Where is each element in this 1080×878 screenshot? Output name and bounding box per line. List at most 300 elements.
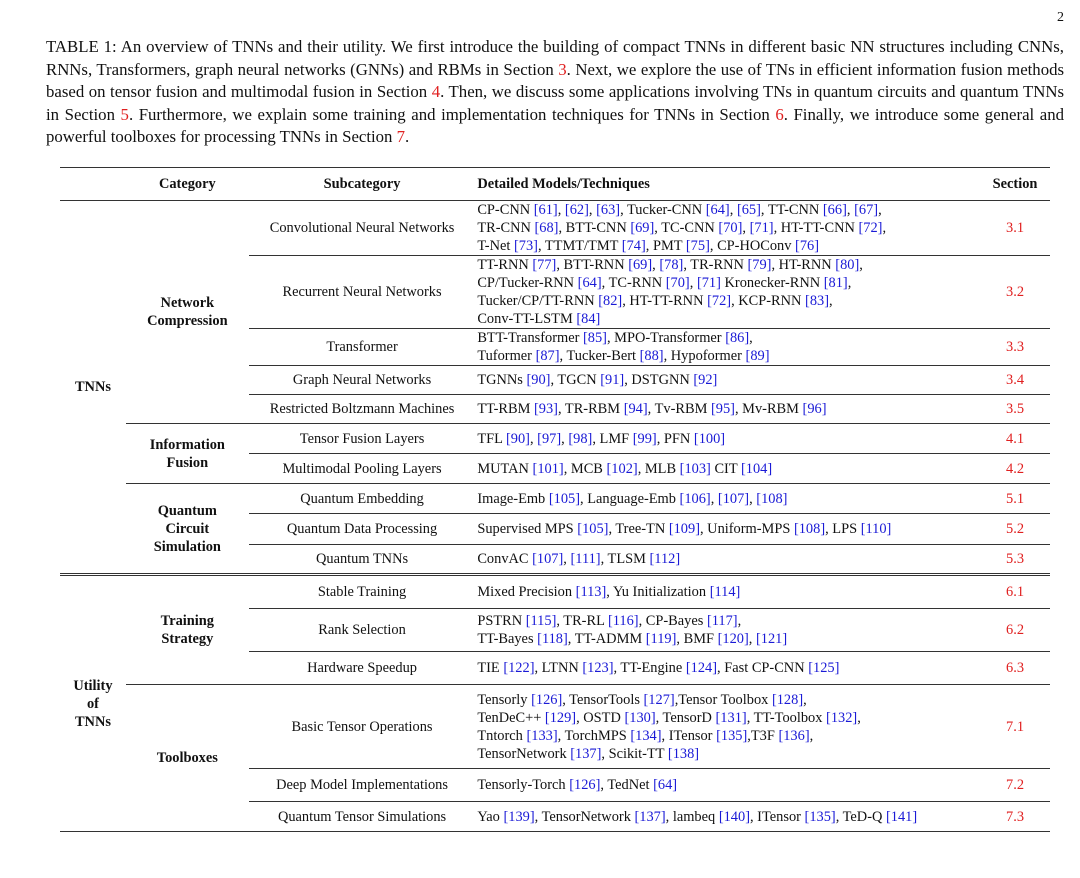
citation-link[interactable]: [105] (577, 521, 609, 537)
model-text: ConvAC (477, 551, 533, 567)
model-text: , Uniform-MPS (699, 521, 794, 537)
model-text: , Tucker-Bert (559, 348, 640, 364)
model-text: , Language-Emb (580, 490, 680, 507)
category-network-compression (126, 201, 249, 424)
citation-link[interactable]: [128] (771, 691, 804, 708)
model-text: , TensorTools (562, 691, 644, 708)
models-line (477, 612, 980, 630)
caption-text: . Finally, we introduce some general and powerful toolboxes for processing TNNs in Section (46, 104, 1064, 147)
caption-section-ref[interactable]: 6 (775, 104, 784, 124)
citation-link[interactable]: [103] (679, 460, 711, 477)
model-text: , TR-RNN (683, 257, 748, 273)
citation-link[interactable]: [98] (568, 430, 593, 447)
section-ref[interactable]: 3.3 (980, 329, 1050, 366)
model-text: , TT-Toolbox (746, 709, 827, 726)
model-text: , (857, 709, 861, 726)
model-text: Yao (477, 808, 504, 825)
model-text: , (737, 613, 742, 629)
citation-link[interactable]: [102] (606, 460, 638, 477)
models-line (477, 201, 980, 219)
citation-link[interactable]: [137] (570, 745, 602, 762)
model-text: , TensorD (655, 709, 716, 726)
citation-link[interactable]: [123] (582, 660, 614, 676)
models-line (477, 274, 980, 292)
model-text: , (878, 202, 882, 218)
model-text: , (742, 220, 750, 236)
citation-link[interactable]: [66] (822, 202, 847, 218)
citation-link[interactable]: [92] (693, 372, 718, 388)
model-text: TensorNetwork (477, 745, 571, 762)
header-subcategory: Subcategory (249, 168, 476, 201)
citation-link[interactable]: [120] (717, 631, 749, 647)
models-cell (475, 575, 980, 609)
top-label-line: TNNs (74, 713, 111, 730)
citation-link[interactable]: [138] (667, 745, 700, 762)
section-ref[interactable]: 3.2 (980, 256, 1050, 329)
model-text: , HT-TT-RNN (622, 293, 708, 309)
model-text: MUTAN (477, 460, 533, 477)
citation-link[interactable]: [124] (685, 660, 718, 676)
citation-link[interactable]: [106] (679, 490, 711, 507)
model-text: Tensorly (477, 691, 532, 708)
citation-link[interactable]: [110] (860, 521, 892, 537)
section-ref[interactable]: 7.2 (980, 769, 1050, 802)
models-cell (475, 454, 980, 484)
citation-link[interactable]: [133] (526, 727, 558, 744)
model-text: , HT-TT-CNN (773, 220, 859, 236)
citation-link[interactable]: [135] (716, 727, 748, 744)
subcategory-cell: Quantum Embedding (249, 484, 476, 514)
model-text: , (809, 727, 814, 744)
caption-section-ref[interactable]: 4 (431, 82, 441, 102)
citation-link[interactable]: [62] (564, 202, 589, 218)
models-cell (475, 484, 980, 514)
model-text: , TC-CNN (654, 220, 719, 236)
header-category: Category (126, 168, 249, 201)
model-text: , (882, 220, 887, 236)
citation-link[interactable]: [91] (600, 372, 625, 388)
citation-link[interactable]: [105] (548, 490, 581, 507)
citation-link[interactable]: [89] (745, 348, 770, 364)
table-row (60, 685, 1050, 769)
model-text: ,Tensor Toolbox (674, 691, 772, 708)
model-text: TT-Bayes (477, 631, 538, 647)
category-label-line: Network (160, 295, 215, 311)
citation-link[interactable]: [139] (503, 808, 535, 825)
models-cell (475, 256, 980, 329)
section-ref[interactable]: 3.5 (980, 395, 1050, 424)
model-text: , KCP-RNN (731, 293, 806, 309)
model-text: , (689, 275, 697, 291)
model-text: , (846, 202, 855, 218)
model-text: , (557, 202, 565, 218)
citation-link[interactable]: [111] (570, 551, 601, 567)
citation-link[interactable]: [69] (628, 257, 653, 273)
citation-link[interactable]: [99] (632, 430, 657, 447)
section-ref[interactable]: 6.3 (980, 652, 1050, 685)
citation-link[interactable]: [136] (778, 727, 810, 744)
category-label-line: Training (160, 613, 214, 629)
model-text: , TorchMPS (557, 727, 631, 744)
model-text: , MLB (637, 460, 680, 477)
citation-link[interactable]: [134] (630, 727, 662, 744)
models-cell (475, 609, 980, 652)
section-ref[interactable]: 5.1 (980, 484, 1050, 514)
caption-section-ref[interactable]: 3 (558, 59, 567, 79)
model-text: , Tv-RBM (647, 401, 711, 417)
model-text: , (829, 293, 833, 309)
citation-link[interactable]: [68] (534, 220, 559, 236)
section-ref[interactable]: 4.2 (980, 454, 1050, 484)
subcategory-cell: Quantum Tensor Simulations (249, 802, 476, 832)
citation-link[interactable]: [67] (854, 202, 879, 218)
citation-link[interactable]: [107] (717, 490, 750, 507)
citation-link[interactable]: [135] (804, 808, 836, 825)
table-row (60, 201, 1050, 256)
models-line (477, 727, 980, 745)
model-text: , LTNN (534, 660, 583, 676)
model-text: T-Net (477, 238, 514, 254)
section-ref[interactable]: 3.1 (980, 201, 1050, 256)
section-ref[interactable]: 3.4 (980, 366, 1050, 395)
citation-link[interactable]: [87] (535, 348, 560, 364)
citation-link[interactable]: [74] (621, 238, 646, 254)
citation-link[interactable]: [71] (696, 275, 721, 291)
models-cell (475, 685, 980, 769)
category-label-line: Strategy (161, 631, 214, 647)
model-text: , MCB (563, 460, 607, 477)
citation-link[interactable]: [64] (577, 275, 602, 291)
models-cell (475, 802, 980, 832)
model-text: Image-Emb (477, 490, 549, 507)
model-text: , lambeq (665, 808, 719, 825)
caption-text: . Next, we explore the use of TNs in efficient information fusion methods based on tensor fusion and multimodal fusion in Section (46, 59, 1065, 102)
section-ref[interactable]: 7.3 (980, 802, 1050, 832)
citation-link[interactable]: [82] (598, 293, 623, 309)
models-cell (475, 769, 980, 802)
citation-link[interactable]: [81] (823, 275, 848, 291)
model-text: , HT-RNN (771, 257, 836, 273)
category-label-line: Fusion (166, 454, 209, 471)
caption-section-ref[interactable]: 7 (396, 127, 406, 147)
subcategory-cell: Transformer (249, 329, 476, 366)
page-number: 2 (1057, 10, 1064, 25)
category-training (126, 575, 249, 685)
model-text: , (749, 330, 753, 346)
model-text: , (803, 691, 807, 708)
models-line (477, 550, 980, 568)
model-text: Tensorly-Torch (477, 777, 570, 793)
models-line (477, 490, 980, 508)
section-ref[interactable]: 5.2 (980, 514, 1050, 545)
model-text: BTT-Transformer (477, 330, 583, 346)
model-text: , TGCN (550, 372, 601, 388)
caption-text: . Then, we discuss some applications involving TNs in quantum circuits and quantum TNNs in Section (46, 82, 1064, 124)
models-cell (475, 201, 980, 256)
citation-link[interactable]: [127] (643, 691, 675, 708)
citation-link[interactable]: [125] (808, 660, 840, 676)
caption-section-ref[interactable]: 5 (120, 104, 129, 124)
model-text: , TR-RL (556, 613, 608, 629)
model-text: Conv-TT-LSTM (477, 311, 577, 327)
citation-link[interactable]: [72] (707, 293, 732, 309)
citation-link[interactable]: [141] (886, 808, 918, 825)
model-text: , TeD-Q (835, 808, 886, 825)
model-text: , (561, 430, 569, 447)
models-line (477, 659, 980, 677)
subcategory-cell: Multimodal Pooling Layers (249, 454, 476, 484)
model-text: , BTT-RNN (556, 257, 629, 273)
section-ref[interactable]: 5.3 (1006, 551, 1025, 567)
caption-text: TABLE 1: An overview of TNNs and their utility. We first introduce the building of compact TNNs in different basic NN structures including CNNs, RNNs, Transformers, graph neural networks (GNNs) and RBMs in Section (46, 37, 1064, 79)
model-text: , TR-RBM (557, 401, 624, 417)
citation-link[interactable]: [130] (624, 709, 656, 726)
model-text: , (529, 430, 538, 447)
citation-link[interactable]: [84] (576, 311, 601, 327)
citation-link[interactable]: [93] (533, 401, 558, 417)
citation-link[interactable]: [77] (532, 257, 557, 273)
models-line (477, 583, 980, 601)
top-label-line: Utility (73, 677, 113, 694)
models-line (477, 709, 980, 727)
model-text: , Tree-TN (608, 521, 669, 537)
model-text: , TTMT/TMT (537, 238, 622, 254)
citation-link[interactable]: [64] (653, 777, 678, 793)
citation-link[interactable]: [70] (718, 220, 743, 236)
model-text: , Hypoformer (663, 348, 746, 364)
citation-link[interactable]: [90] (526, 372, 551, 388)
citation-link[interactable]: [86] (725, 330, 750, 346)
subcategory-cell: Basic Tensor Operations (249, 685, 476, 769)
model-text: TFL (477, 430, 506, 447)
models-line (477, 520, 980, 538)
model-text: , PMT (645, 238, 686, 254)
model-text: TT-RBM (477, 401, 534, 417)
citation-link[interactable]: [132] (826, 709, 858, 726)
model-text: , BTT-CNN (558, 220, 631, 236)
citation-link[interactable]: [90] (505, 430, 530, 447)
model-text: PSTRN (477, 613, 526, 629)
models-line (477, 292, 980, 310)
model-text: , ITensor (749, 808, 805, 825)
citation-link[interactable]: [112] (649, 551, 681, 567)
model-text: , OSTD (576, 709, 625, 726)
models-line (477, 776, 980, 794)
model-text: , PFN (656, 430, 694, 447)
model-text: Tntorch (477, 727, 527, 744)
models-line (477, 745, 980, 763)
model-text: , (859, 257, 863, 273)
subcategory-cell: Tensor Fusion Layers (249, 424, 476, 454)
model-text: , BMF (676, 631, 718, 647)
subcategory-cell: Recurrent Neural Networks (249, 256, 476, 329)
table-row (60, 575, 1050, 609)
model-text: , TT-ADMM (567, 631, 646, 647)
model-text: , LMF (592, 430, 633, 447)
subcategory-cell: Quantum Data Processing (249, 514, 476, 545)
citation-link[interactable]: [118] (537, 631, 568, 647)
citation-link[interactable]: [122] (503, 660, 535, 676)
top-label-utility (60, 575, 126, 832)
citation-link[interactable]: [94] (623, 401, 648, 417)
citation-link[interactable]: [115] (525, 613, 557, 629)
model-text: , (652, 257, 660, 273)
model-text: TT-RNN (477, 257, 533, 273)
models-cell (475, 514, 980, 545)
model-text: , (847, 275, 852, 291)
section-ref[interactable]: 6.1 (980, 575, 1050, 609)
citation-link[interactable]: [116] (607, 613, 639, 629)
section-ref[interactable]: 4.1 (980, 424, 1050, 454)
table-row (60, 484, 1050, 514)
citation-link[interactable]: [101] (532, 460, 564, 477)
models-line (477, 329, 980, 347)
model-text: , LPS (825, 521, 861, 537)
models-cell (475, 545, 980, 575)
citation-link[interactable]: [108] (756, 490, 788, 507)
model-text: , DSTGNN (624, 372, 694, 388)
category-quantum (126, 484, 249, 575)
citation-link[interactable]: [95] (710, 401, 735, 417)
model-text: , (729, 202, 737, 218)
citation-link[interactable]: [107] (532, 551, 564, 567)
citation-link[interactable]: [108] (793, 521, 826, 537)
model-text: ,T3F (747, 727, 779, 744)
models-line (477, 237, 980, 255)
model-text: TenDeC++ (477, 709, 545, 726)
citation-link[interactable]: [63] (596, 202, 621, 218)
table-row (60, 424, 1050, 454)
citation-link[interactable]: [109] (668, 521, 700, 537)
citation-link[interactable]: [75] (685, 238, 710, 254)
subcategory-cell: Deep Model Implementations (249, 769, 476, 802)
model-text: , TensorNetwork (534, 808, 635, 825)
models-line (477, 808, 980, 826)
citation-link[interactable]: [114] (709, 584, 741, 600)
models-line (477, 400, 980, 418)
header-spacer (60, 168, 126, 201)
subcategory-cell: Graph Neural Networks (249, 366, 476, 395)
model-text: , (748, 631, 756, 647)
model-text: , Tucker-CNN (620, 202, 706, 218)
model-text: Tucker/CP/TT-RNN (477, 293, 599, 309)
model-text: TIE (477, 660, 504, 676)
citation-link[interactable]: [104] (740, 460, 773, 477)
section-ref[interactable]: 7.1 (980, 685, 1050, 769)
citation-link[interactable]: [129] (544, 709, 577, 726)
citation-link[interactable]: [126] (531, 691, 563, 708)
models-cell (475, 366, 980, 395)
citation-link[interactable]: [65] (736, 202, 761, 218)
citation-link[interactable]: [76] (795, 238, 820, 254)
model-text: , TT-CNN (760, 202, 823, 218)
citation-link[interactable]: [78] (659, 257, 684, 273)
citation-link[interactable]: [140] (718, 808, 750, 825)
category-toolboxes (126, 685, 249, 832)
citation-link[interactable]: [88] (639, 348, 664, 364)
models-line (477, 347, 980, 365)
citation-link[interactable]: [70] (665, 275, 690, 291)
model-text: CP-CNN (477, 202, 534, 218)
top-label-tnns: TNNs (74, 379, 111, 395)
model-text: , ITensor (661, 727, 717, 744)
model-text: , TC-RNN (601, 275, 666, 291)
caption-text: . (405, 127, 410, 147)
models-line (477, 219, 980, 237)
section-ref[interactable]: 6.2 (980, 609, 1050, 652)
model-text: Mixed Precision (477, 584, 576, 600)
model-text: Supervised MPS (477, 521, 578, 537)
citation-link[interactable]: [97] (537, 430, 562, 447)
overview-table (60, 167, 1050, 832)
citation-link[interactable]: [113] (575, 584, 607, 600)
citation-link[interactable]: [121] (755, 631, 788, 647)
model-text: , Mv-RBM (734, 401, 803, 417)
models-line (477, 460, 980, 478)
model-text: , (588, 202, 597, 218)
citation-link[interactable]: [80] (835, 257, 860, 273)
citation-link[interactable]: [117] (706, 613, 738, 629)
citation-link[interactable]: [73] (513, 238, 538, 254)
model-text: Tuformer (477, 348, 536, 364)
subcategory-cell: Quantum TNNs (316, 551, 409, 567)
category-information-fusion (126, 424, 249, 484)
models-line (477, 310, 980, 328)
models-line (477, 630, 980, 648)
model-text: Kronecker-RNN (720, 275, 824, 291)
model-text: , (563, 551, 571, 567)
model-text: , CP-Bayes (638, 613, 707, 629)
category-label-line: Toolboxes (156, 750, 218, 766)
citation-link[interactable]: [126] (569, 777, 601, 793)
models-line (477, 256, 980, 274)
citation-link[interactable]: [96] (802, 401, 827, 417)
citation-link[interactable]: [71] (749, 220, 774, 236)
citation-link[interactable]: [137] (634, 808, 666, 825)
citation-link[interactable]: [119] (645, 631, 677, 647)
subcategory-cell: Rank Selection (249, 609, 476, 652)
model-text: CP/Tucker-RNN (477, 275, 578, 291)
citation-link[interactable]: [61] (533, 202, 558, 218)
models-cell (475, 329, 980, 366)
header-section: Section (980, 168, 1050, 201)
header-models: Detailed Models/Techniques (475, 168, 980, 201)
category-label-line: Compression (147, 313, 228, 329)
category-label-line: Information (149, 436, 225, 453)
citation-link[interactable]: [79] (747, 257, 772, 273)
model-text: , TT-Engine (613, 660, 686, 676)
citation-link[interactable]: [131] (715, 709, 747, 726)
citation-link[interactable]: [85] (583, 330, 607, 346)
model-text: , (749, 490, 757, 507)
model-text: TR-CNN (477, 220, 535, 236)
model-text: , (710, 490, 718, 507)
models-cell (475, 652, 980, 685)
citation-link[interactable]: [72] (858, 220, 883, 236)
models-line (477, 371, 980, 389)
citation-link[interactable]: [83] (805, 293, 830, 309)
model-text: , CP-HOConv (709, 238, 796, 254)
models-cell (475, 395, 980, 424)
citation-link[interactable]: [64] (705, 202, 730, 218)
table-caption (46, 36, 1064, 149)
model-text: TGNNs (477, 372, 527, 388)
citation-link[interactable]: [69] (630, 220, 655, 236)
model-text: , Scikit-TT (601, 745, 668, 762)
citation-link[interactable]: [100] (693, 430, 726, 447)
category-label-line: Quantum (157, 502, 217, 519)
category-label-line: Simulation (153, 538, 221, 555)
